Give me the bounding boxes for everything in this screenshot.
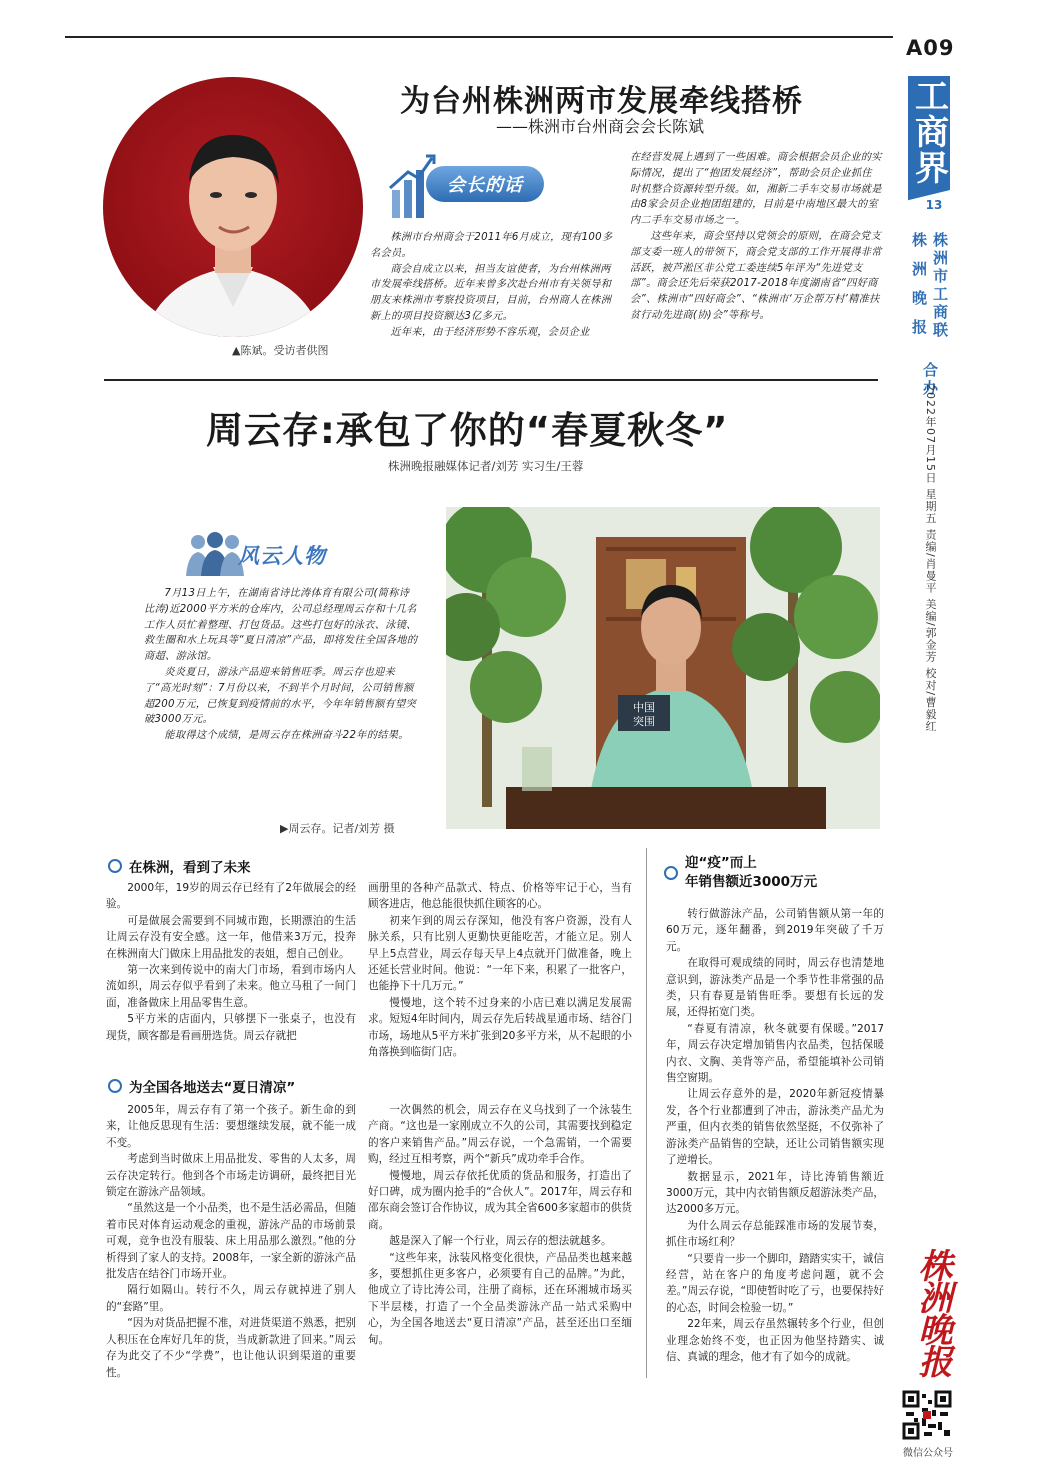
paragraph: “只要肯一步一个脚印，踏踏实实干，诚信经营，站在客户的角度考虑问题，就不会差。”周云存说，“即使暂时吃了亏，也要保持好的心态，时间会检验一切。” — [666, 1252, 884, 1314]
paragraph: 隔行如隔山。转行不久，周云存就掉进了别人的“套路”里。 — [106, 1284, 356, 1313]
paragraph: 画册里的各种产品款式、特点、价格等牢记于心，当有顾客进店，他总能很快抓住顾客的心。 — [368, 882, 632, 911]
president-column-badge — [426, 166, 544, 202]
section-title-2: 为全国各地送去“夏日清凉” — [129, 1080, 296, 1096]
section-heading-2 — [108, 1076, 295, 1096]
coorganizer-wanbao: 株洲晚报 — [910, 232, 928, 348]
circle-bullet-icon — [664, 866, 678, 880]
joint-label: 合办 — [921, 362, 939, 398]
paragraph: 22年来，周云存虽然辗转多个行业，但创业理念始终不变，也正因为他坚持踏实、诚信、真诚的理念，他才有了如今的成就。 — [666, 1318, 884, 1363]
feature-photo-zhouyuncun — [446, 507, 880, 829]
top-rule — [65, 36, 893, 38]
feature-photo-caption: ▶周云存。记者/刘芳 摄 — [280, 822, 395, 835]
paragraph: 5平方米的店面内，只够摆下一张桌子，也没有现货，顾客都是看画册选货。周云存就把 — [106, 1013, 356, 1042]
paragraph: 第一次来到传说中的南大门市场，看到市场内人流如织，周云存似乎看到了未来。他立马租了一间门面，准备做床上用品零售生意。 — [106, 964, 356, 1009]
paragraph: 在经营发展上遇到了一些困难。商会根据会员企业的实际情况，提出了“抱团发展经济”，帮助会员企业抓住时机整合资源转型升级。如，湘新二手车交易市场就是由8家会员企业抱团组建的，目前是中南地区最大的室内二手车交易市场之一。 — [630, 152, 882, 227]
paragraph: 一次偶然的机会，周云存在义乌找到了一个泳装生产商。“这也是一家刚成立不久的公司，其需要找到稳定的客户来销售产品。”周云存说，一个急需销，一个需要购，经过互相考察，两个“新兵”成功牵手合作。 — [368, 1104, 632, 1166]
shirt-print-2: 突围 — [633, 715, 655, 728]
fengyun-column-badge — [238, 538, 364, 572]
coorganizer-gongshanglian: 株洲市工商联 — [931, 232, 949, 340]
paragraph: 近年来，由于经济形势不容乐观，会员企业 — [390, 326, 590, 338]
paragraph: 慢慢地，这个转不过身来的小店已难以满足发展需求。短短4年时间内，周云存先后转战星通市场、结谷门市场，场地从5平方米扩张到20多平方米，从不起眼的小角落换到临街门店。 — [368, 996, 632, 1059]
section-heading-3 — [664, 854, 817, 892]
paragraph: 商会自成立以来，担当友谊使者，为台州株洲两市发展牵线搭桥。近年来曾多次赴台州市有关领导和朋友来株洲市考察投资项目，目前，台州商人在株洲新上的项目投资额达3亿多元。 — [370, 263, 612, 322]
paragraph: 炎炎夏日，游泳产品迎来销售旺季。周云存也迎来了“高光时刻”：7月份以来，不到半个月时间，公司销售额超200万元，已恢复到疫情前的水平，今年年销售额有望突破3000万元。 — [144, 666, 417, 726]
wanbao-logo: 株洲晚报 — [912, 1248, 952, 1376]
fengyun-people-icon — [186, 532, 244, 576]
portrait-caption: ▲陈斌。受访者供图 — [232, 344, 329, 357]
shirt-print-1: 中国 — [633, 701, 655, 714]
article2-lead — [144, 586, 418, 744]
section-name: 工商界 — [908, 78, 949, 186]
s2-col2 — [368, 1102, 632, 1348]
paragraph: 初来乍到的周云存深知，他没有客户资源，没有人脉关系，只有比别人更勤快更能吃苦，才能立足。别人早上5点营业，周云存每天早上4点就开门做准备，晚上还延长营业时间。他说：“一年下来，积累了一批客户，也能挣下十几万元。” — [368, 914, 632, 993]
article1-col2 — [630, 150, 882, 324]
paragraph: 让周云存意外的是，2020年新冠疫情暴发，各个行业都遭到了冲击，游泳类产品尤为严重，但内衣类的销售依然坚挺，不仅弥补了游泳类产品销售的空缺，还让公司销售额实现了逆增长。 — [666, 1088, 884, 1167]
paragraph: 慢慢地，周云存依托优质的货品和服务，打造出了好口碑，成为圈内抢手的“合伙人”。2017年，周云存和邵东商会签订合作协议，成为其全省600多家超市的供货商。 — [368, 1169, 632, 1231]
paragraph: 2005年，周云存有了第一个孩子。新生命的到来，让他反思现有生活：要想继续发展，就不能一成不变。 — [106, 1104, 356, 1149]
circle-bullet-icon — [108, 859, 122, 873]
article2-title: 周云存:承包了你的“春夏秋冬” — [206, 409, 729, 452]
paragraph: 2000年，19岁的周云存已经有了2年做展会的经验。 — [106, 882, 356, 911]
s2-col1 — [106, 1102, 356, 1381]
s1-col2 — [368, 880, 632, 1060]
president-column-label: 会长的话 — [447, 175, 523, 196]
paragraph: “因为对货品把握不准，对进货渠道不熟悉，把别人积压在仓库好几年的货，当成新款进了回来。”周云存为此交了不少“学费”，也让他认识到渠道的重要性。 — [106, 1317, 356, 1379]
paragraph: 为什么周云存总能踩准市场的发展节奏，抓住市场红利？ — [666, 1219, 884, 1249]
article1-col1 — [370, 230, 616, 341]
qr-caption: 微信公众号 — [903, 1448, 953, 1459]
article2-byline: 株洲晚报融媒体记者/刘芳 实习生/王蓉 — [388, 459, 584, 473]
article1-title: 为台州株洲两市发展牵线搭桥 — [400, 84, 803, 119]
portrait-photo-chenbin — [103, 77, 363, 337]
paragraph: 考虑到当时做床上用品批发、零售的人太多，周云存决定转行。他到各个市场走访调研，最终把目光锁定在游泳产品领域。 — [106, 1153, 356, 1199]
paragraph: 7月13日上午，在湖南省诗比涛体育有限公司(简称诗比涛)近2000平方米的仓库内，公司总经理周云存和十几名工作人员忙着整理、打包货品。这些打包好的泳衣、泳镜、救生圈和水上玩具等“夏日清凉”产品，即将发往全国各地的商超、游泳馆。 — [144, 588, 418, 663]
section-title-3-line1: 迎“疫”而上 — [685, 855, 757, 871]
qr-code-icon — [902, 1390, 952, 1440]
date-editor-line: 2022年07月15日 星期五 责编/肖曼平 美编/郭金芳 校对/曹毅红 — [924, 384, 937, 733]
section-heading-1 — [108, 856, 251, 876]
article1-subtitle: ——株洲市台州商会会长陈斌 — [496, 117, 705, 136]
paragraph: 这些年来，商会坚持以党领会的原则，在商会党支部支委一班人的带领下，商会党支部的工作开展得非常活跃，被芦淞区非公党工委连续5年评为“先进党支部”。商会还先后荣获2017-2018年度湖南省“四好商会”、株洲市“四好商会”、“株洲市‘万企帮万村’精准扶贫行动先进商(协)会”等称号。 — [630, 230, 882, 321]
paragraph: “这些年来，泳装风格变化很快，产品品类也越来越多，要想抓住更多客户，必须要有自己的品牌。”为此，他成立了诗比涛公司，注册了商标，还在环湘城市场买下半层楼，打造了一个全品类游泳产品一站式采购中心，为全国各地送去“夏日清凉”产品，甚至还出口至缅甸。 — [368, 1251, 632, 1346]
s3-col — [666, 906, 884, 1365]
paragraph: “虽然这是一个小品类，也不是生活必需品，但随着市民对体育运动观念的重视，游泳产品的市场前景可观，竞争也没有服装、床上用品那么激烈。”他的分析得到了家人的支持。2008年，一家全新的游泳产品批发店在结谷门市场开业。 — [106, 1202, 356, 1281]
paragraph: 株洲市台州商会于2011年6月成立，现有100多名会员。 — [370, 232, 613, 259]
article-divider — [104, 379, 878, 381]
section-title-1: 在株洲，看到了未来 — [129, 860, 251, 876]
paragraph: 可是做展会需要到不同城市跑，长期漂泊的生活让周云存没有安全感。这一年，他借来3万元，投奔在株洲南大门做床上用品批发的表姐，想自己创业。 — [106, 914, 356, 960]
fengyun-column-label: 风云人物 — [238, 544, 326, 568]
paragraph: 越是深入了解一个行业，周云存的想法就越多。 — [389, 1235, 612, 1248]
paragraph: 转行做游泳产品，公司销售额从第一年的60万元，逐年翻番，到2019年突破了千万元。 — [666, 908, 884, 953]
circle-bullet-icon — [108, 1079, 122, 1093]
page-number: A09 — [906, 36, 955, 60]
column-divider-v1 — [646, 848, 647, 1378]
section-title-3-line2: 年销售额近3000万元 — [685, 874, 818, 890]
paragraph: “春夏有清凉，秋冬就要有保暖。”2017年，周云存决定增加销售内衣品类，包括保暖内衣、文胸、美背等产品，希望能填补公司销售空窗期。 — [666, 1022, 884, 1085]
paragraph: 在取得可观成绩的同时，周云存也清楚地意识到，游泳类产品是一个季节性非常强的品类，只有春夏是销售旺季。要想有长远的发展，还得拓宽门类。 — [666, 957, 884, 1019]
issue-number: 13 — [925, 198, 943, 212]
paragraph: 能取得这个成绩，是周云存在株洲奋斗22年的结果。 — [164, 730, 409, 742]
s1-col1 — [106, 880, 356, 1044]
paragraph: 数据显示，2021年，诗比涛销售额近3000万元，其中内衣销售额反超游泳类产品，达2000多万元。 — [666, 1170, 884, 1216]
